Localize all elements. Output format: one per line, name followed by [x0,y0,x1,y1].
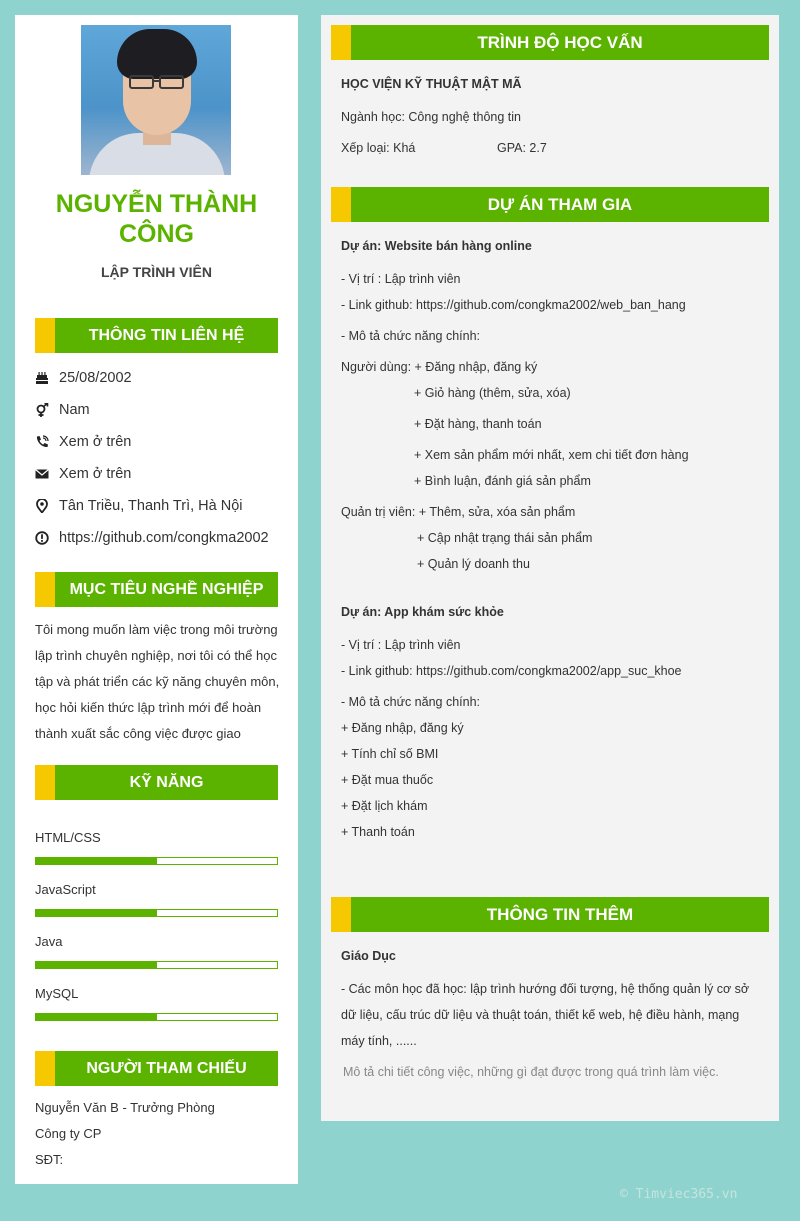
envelope-icon [35,467,49,481]
skill-label: MySQL [35,986,79,1001]
feature-item: + Thanh toán [341,825,415,839]
reference-details: Nguyễn Văn B - Trưởng Phòng Công ty CP SĐT: [35,1100,215,1167]
email-row [35,464,131,484]
address-row [35,496,242,516]
feature-item: + Xem sản phẩm mới nhất, xem chi tiết đơn hàng [414,448,689,462]
phone-value: Xem ở trên [59,434,132,450]
watermark: © Timviec365.vn [620,1187,738,1202]
skill-bar [35,857,278,865]
user-features: Người dùng: + Đăng nhập, đăng ký [341,360,538,374]
info-circle-icon [35,531,49,545]
admin-features: Quản trị viên: + Thêm, sửa, xóa sản phẩm [341,505,576,519]
contact-heading: THÔNG TIN LIÊN HỆ [35,318,278,353]
email-value: Xem ở trên [59,466,132,482]
skills-heading: KỸ NĂNG [35,765,278,800]
gender-icon [35,403,49,417]
website-value[interactable]: https://github.com/congkma2002 [59,530,269,546]
birthday-value: 25/08/2002 [59,370,132,386]
skill-label: HTML/CSS [35,830,101,845]
education-heading: TRÌNH ĐỘ HỌC VẤN [331,25,769,60]
website-row [35,528,269,548]
gender-value: Nam [59,402,90,418]
phone-icon [35,435,49,449]
left-column [15,15,298,1184]
right-column [321,15,779,1121]
feature-item: + Đặt lịch khám [341,799,428,813]
skill-bar [35,1013,278,1021]
extra-info-heading: THÔNG TIN THÊM [331,897,769,932]
feature-item: + Quản lý doanh thu [417,557,530,571]
feature-item: + Bình luận, đánh giá sản phẩm [414,474,591,488]
objective-heading: MỤC TIÊU NGHỀ NGHIỆP [35,572,278,607]
skill-label: JavaScript [35,882,96,897]
skill-bar [35,961,278,969]
project-title: Dự án: Website bán hàng online [341,239,532,253]
project-role: - Vị trí : Lập trình viên [341,638,461,652]
major: Ngành học: Công nghệ thông tin [341,110,521,124]
project-title: Dự án: App khám sức khỏe [341,605,504,619]
project-desc: - Mô tả chức năng chính: [341,329,480,343]
extra-subheading: Giáo Dục [341,949,396,963]
extra-text: - Các môn học đã học: lập trình hướng đối tượng, hệ thống quản lý cơ sở dữ liệu, cấu trúc dữ liệu và thuật toán, thiết kế web, hệ điều hành, mạng máy tính, ...... [341,982,750,1048]
location-pin-icon [35,499,49,513]
project-link[interactable]: - Link github: https://github.com/congkma2002/web_ban_hang [341,298,686,312]
address-value: Tân Triều, Thanh Trì, Hà Nội [59,498,243,514]
extra-note: Mô tả chi tiết công việc, những gì đạt được trong quá trình làm việc. [343,1065,719,1079]
feature-item: + Đặt mua thuốc [341,773,434,787]
feature-item: + Đăng nhập, đăng ký [341,721,464,735]
project-role: - Vị trí : Lập trình viên [341,272,461,286]
gender-row [35,400,90,420]
candidate-name: NGUYỄN THÀNH CÔNG [55,190,258,248]
feature-item: + Tính chỉ số BMI [341,747,439,761]
job-title: LẬP TRÌNH VIÊN [101,264,212,280]
feature-item: + Giỏ hàng (thêm, sửa, xóa) [414,386,571,400]
project-link[interactable]: - Link github: https://github.com/congkma2002/app_suc_khoe [341,664,682,678]
project-desc: - Mô tả chức năng chính: [341,695,480,709]
projects-heading: DỰ ÁN THAM GIA [331,187,769,222]
rank: Xếp loại: Khá [341,141,416,155]
phone-row [35,432,131,452]
skill-label: Java [35,934,63,949]
gpa: GPA: 2.7 [497,141,547,155]
birthday-cake-icon [35,371,49,385]
school-name: HỌC VIỆN KỸ THUẬT MẬT MÃ [341,77,522,91]
skill-bar [35,909,278,917]
feature-item: + Cập nhật trạng thái sản phẩm [417,531,593,545]
references-heading: NGƯỜI THAM CHIẾU [35,1051,278,1086]
profile-photo [81,25,231,175]
feature-item: + Đặt hàng, thanh toán [414,417,542,431]
objective-text: Tôi mong muốn làm việc trong môi trường lập trình chuyên nghiệp, nơi tôi có thể học tập và phát triển các kỹ năng chuyên môn, học hỏi kiến thức lập trình mới để hoàn thành xuất sắc công việc được giao [35,622,280,741]
birthday-row [35,368,132,388]
